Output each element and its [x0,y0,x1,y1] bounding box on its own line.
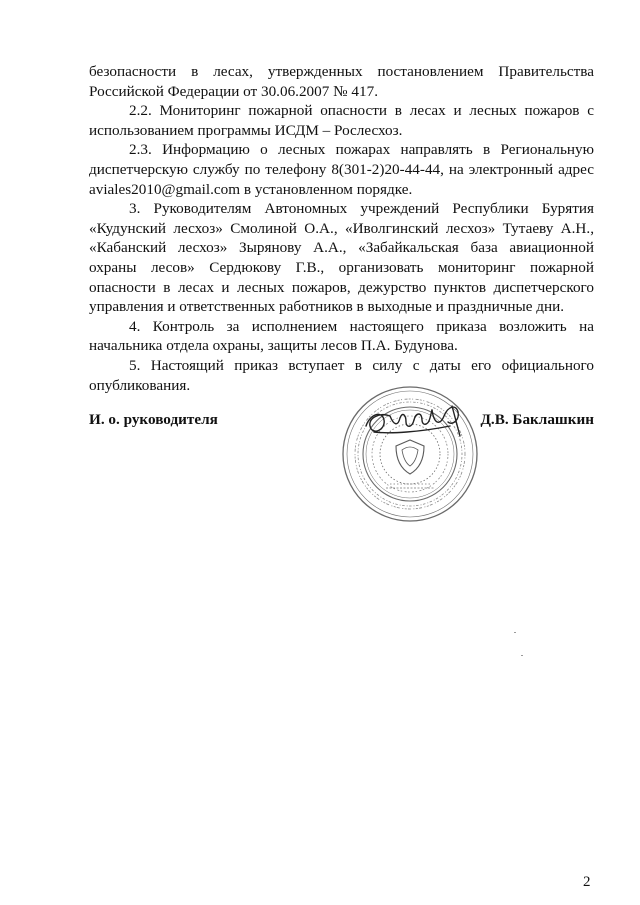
paragraph-2-2: 2.2. Мониторинг пожарной опасности в лесах и лесных пожаров с использованием программы ИСДМ – Рослесхоз. [89,102,594,139]
paragraph-4: 4. Контроль за исполнением настоящего приказа возложить на начальника отдела охраны, защиты лесов П.А. Будунова. [89,317,594,355]
scan-speck [521,655,523,656]
page-number: 2 [583,874,591,890]
signer-position: И. о. руководителя [89,411,218,428]
signer-name: Д.В. Баклашкин [480,411,594,428]
scan-speck [514,632,516,633]
paragraph-2-3: 2.3. Информацию о лесных пожарах направлять в Региональную диспетчерскую службу по телефону 8(301-2)20-44-44, на электронный адрес aviales2010@gmail.com в установленном порядке. [89,141,594,198]
paragraph-continuation: безопасности в лесах, утвержденных постановлением Правительства Российской Федерации от 30.06.2007 № 417. [89,63,594,100]
paragraph-3: 3. Руководителям Автономных учреждений Республики Бурятия «Кудунский лесхоз» Смолиной О.А., «Иволгинский лесхоз» Тутаеву А.Н., «Кабанский лесхоз» Зырянову А.А., «Забайкальская база авиационной охраны лесов» Сердюкову Г.В., организовать мониторинг пожарной опасности в лесах и лесных пожаров, дежурство пунктов диспетчерского управления и ответственных работников в выходные и праздничные дни. [89,200,594,316]
document-body [89,62,594,395]
signature-block [89,408,594,438]
paragraph-5: 5. Настоящий приказ вступает в силу с даты его официального опубликования. [89,356,594,394]
